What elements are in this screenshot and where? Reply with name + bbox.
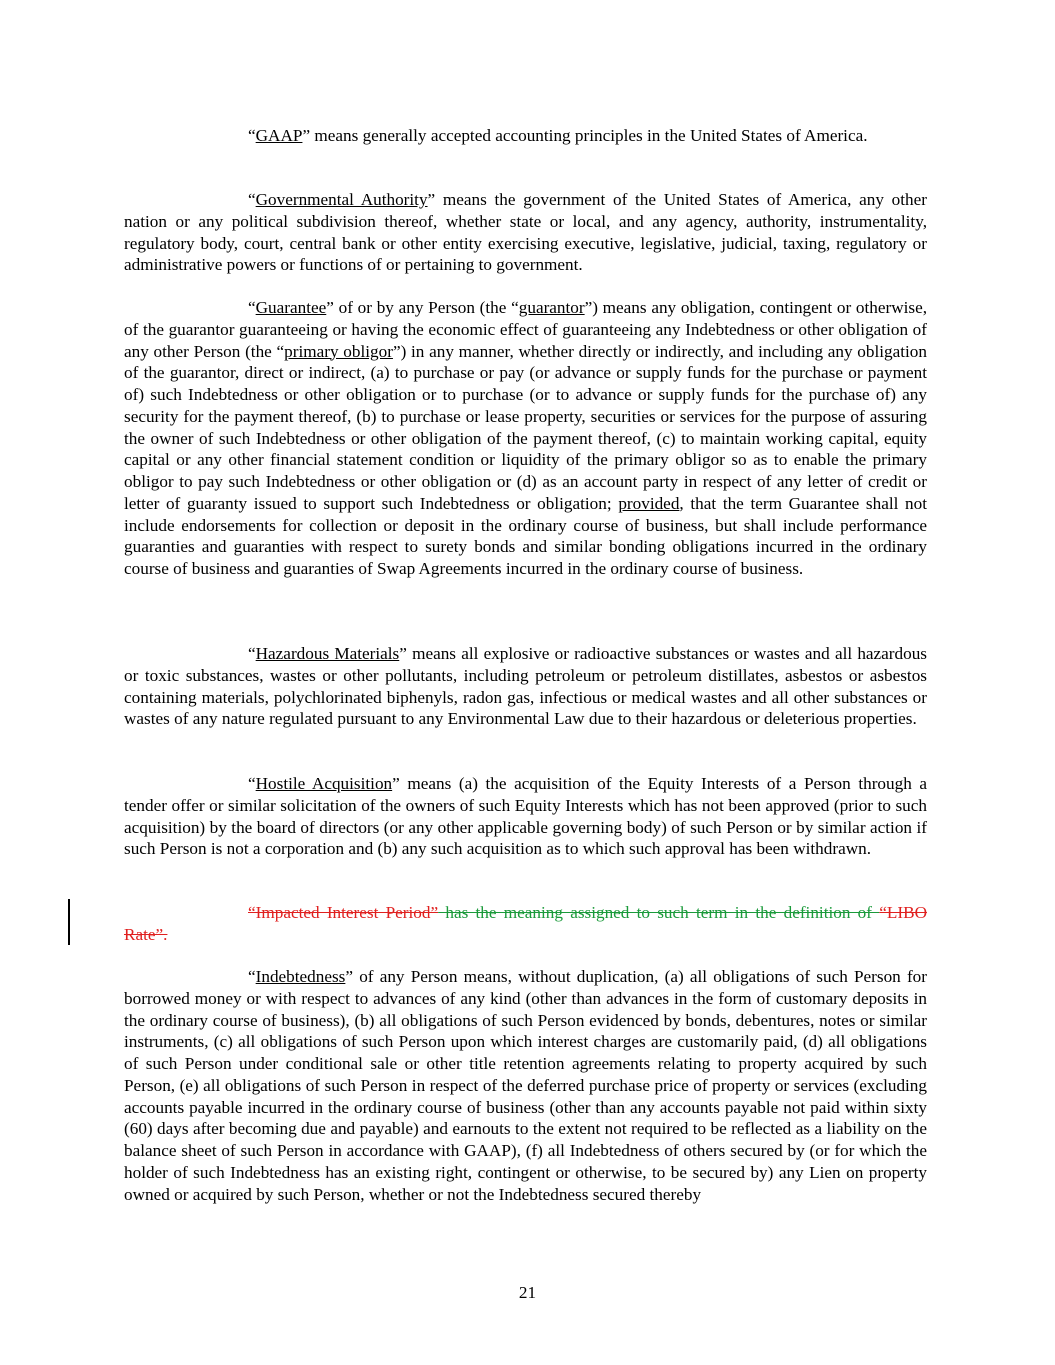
- page-number: 21: [518, 1283, 537, 1302]
- definition-hostile-acquisition: [124, 773, 927, 860]
- definition-gaap: [124, 125, 927, 147]
- close-quote: ”: [399, 644, 407, 663]
- revision-change-bar: [68, 899, 70, 945]
- term-provided: provided: [618, 493, 680, 513]
- close-quote: ”: [302, 126, 311, 145]
- definition-text: means all explosive or radioactive substances or wastes and all hazardous or toxic substances, wastes or other pollutants, including petroleum or petroleum distillates, asbestos or asbestos containing materials, polychlorinated biphenyls, radon gas, infectious or medical wastes and all other substances or wastes of any nature regulated pursuant to any Environmental Law due to their hazardous or deleterious properties.: [124, 644, 927, 729]
- defined-term-governmental-authority: Governmental Authority: [255, 190, 428, 209]
- definition-text: ”) means any obligation, contingent or otherwise, of the guarantor guaranteeing or having the economic effect of guaranteeing any Indebtedness or other obligation of any other Person (the “: [124, 298, 928, 361]
- defined-term-guarantor: guarantor: [518, 298, 585, 317]
- open-quote: “: [248, 774, 256, 793]
- open-quote: “: [248, 298, 256, 317]
- definition-impacted-interest-period-deleted: [124, 902, 927, 946]
- definition-text: ”) in any manner, whether directly or indirectly, and including any obligation of the guarantor, direct or indirect, (a) to purchase or pay (or advance or supply funds for the purchase or payment of) such Indebtedness or other obligation or to purchase (or to advance or supply funds for the purchase of) any security for the payment thereof, (b) to purchase or lease property, securities or services for the purpose of assuring the owner of such Indebtedness or other obligation of the payment thereof, (c) to maintain working capital, equity capital or any other financial statement condition or liquidity of the primary obligor so as to enable the primary obligor to pay such Indebtedness or other obligation or (d) as an account party in respect of any letter of credit or letter of guaranty issued to support such Indebtedness or obligation;: [124, 341, 927, 513]
- definition-indebtedness: [124, 966, 927, 1205]
- close-quote: ”: [392, 774, 400, 793]
- open-quote: “: [248, 190, 256, 209]
- defined-term-gaap: GAAP: [255, 126, 303, 145]
- definition-text: ” of or by any Person (the “: [326, 298, 519, 317]
- defined-term-guarantee: Guarantee: [255, 298, 327, 317]
- definition-text: means the government of the United States of America, any other nation or any political subdivision thereof, whether state or local, and any agency, authority, instrumentality, regulatory body, court, central bank or other entity exercising executive, legislative, judicial, taxing, regulatory or administrative powers or functions of or pertaining to government.: [124, 190, 927, 275]
- defined-term-hostile-acquisition: Hostile Acquisition: [255, 774, 393, 793]
- definition-hazardous-materials: [124, 643, 927, 730]
- definition-text: means generally accepted accounting principles in the United States of America.: [310, 126, 868, 145]
- close-quote: ”: [427, 190, 436, 209]
- deleted-term-impacted-interest-period: “Impacted Interest Period”: [248, 903, 439, 922]
- open-quote: “: [248, 126, 256, 145]
- deleted-term-libo-rate: “LIBO Rate”.: [124, 903, 927, 944]
- definition-text: of any Person means, without duplication, (a) all obligations of such Person for borrowed money or with respect to advances of any kind (other than advances in the form of customary deposits in the ordinary course of business), (b) all obligations of such Person evidenced by bonds, debentures, notes or similar instruments, (c) all obligations of such Person upon which interest charges are customarily paid, (d) all obligations of such Person under conditional sale or other title retention agreements relating to property acquired by such Person, (e) all obligations of such Person in respect of the deferred purchase price of property or services (excluding accounts payable incurred in the ordinary course of business (other than any accounts payable not paid within sixty (60) days after becoming due and payable) and earnouts to the extent not required to be reflected as a liability on the balance sheet of such Person in accordance with GAAP), (f) all Indebtedness of others secured by (or for which the holder of such Indebtedness has an existing right, contingent or otherwise, to be secured by) any Lien on property owned or acquired by such Person, whether or not the Indebtedness secured thereby: [124, 967, 927, 1204]
- open-quote: “: [248, 644, 256, 663]
- defined-term-indebtedness: Indebtedness: [255, 967, 346, 986]
- definition-text: , that the term Guarantee shall not include endorsements for collection or deposit in the ordinary course of business, but shall include performance guaranties and guaranties with respect to surety bonds and similar bonding obligations incurred in the ordinary course of business and guaranties of Swap Agreements incurred in the ordinary course of business.: [124, 493, 927, 578]
- deleted-definition-text: has the meaning assigned to such term in the definition of: [438, 903, 880, 922]
- close-quote: ”: [345, 967, 354, 986]
- definition-governmental-authority: [124, 189, 927, 276]
- definition-text: means (a) the acquisition of the Equity Interests of a Person through a tender offer or similar solicitation of the owners of such Equity Interests which has not been approved (prior to such acquisition) by the board of directors (or any other applicable governing body) of such Person or by similar action if such Person is not a corporation and (b) any such acquisition as to which such approval has been withdrawn.: [124, 774, 928, 859]
- defined-term-primary-obligor: primary obligor: [284, 341, 393, 361]
- open-quote: “: [248, 967, 256, 986]
- defined-term-hazardous-materials: Hazardous Materials: [255, 644, 400, 663]
- definition-guarantee: [124, 297, 927, 580]
